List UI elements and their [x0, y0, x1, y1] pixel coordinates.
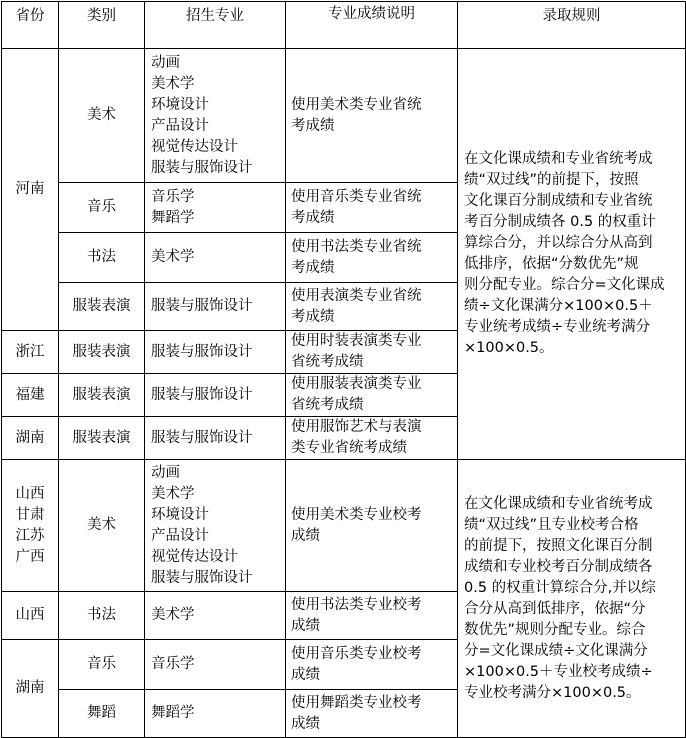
- desc-line: 使用美术类专业省统: [291, 96, 422, 113]
- desc-line: 成绩: [291, 617, 320, 634]
- rule-line: 算综合分，并以综合分从高到: [464, 235, 653, 251]
- category-cell: 服装表演: [59, 417, 145, 460]
- desc-line: 使用服装表演类专业: [291, 376, 422, 392]
- header-rule: 录取规则: [458, 2, 686, 49]
- major-item: 产品设计: [151, 527, 209, 544]
- province-line: 甘肃: [15, 506, 45, 523]
- major-item: 舞蹈学: [151, 209, 195, 226]
- rule-line: 专业统考成绩÷专业统考满分: [464, 319, 651, 335]
- rule-line: 绩“双过线”的前提下，按照: [464, 172, 639, 188]
- desc-line: 使用书法类专业省统: [291, 238, 422, 255]
- province-cell: 湖南: [2, 640, 59, 738]
- rule-line: 成绩和专业校考百分制成绩各: [464, 558, 653, 575]
- desc-line: 成绩: [291, 715, 320, 732]
- province-cell: [2, 460, 59, 592]
- score-desc-cell: [286, 460, 458, 592]
- major-item: 服装与服饰设计: [151, 343, 253, 360]
- category-cell: 音乐: [59, 640, 145, 690]
- major-item: 环境设计: [151, 506, 209, 523]
- desc-line: 使用时装表演类专业: [291, 333, 422, 349]
- major-cell: [145, 233, 286, 283]
- desc-line: 考成绩: [291, 308, 335, 325]
- rule-line: 文化课百分制成绩和专业省统: [464, 193, 653, 209]
- major-cell: [145, 690, 286, 738]
- desc-line: 使用服饰艺术与表演: [291, 419, 422, 435]
- major-item: 美术学: [151, 607, 195, 623]
- major-item: 服装与服饰设计: [151, 386, 253, 403]
- score-desc-cell: [286, 592, 458, 640]
- rule-line: 则分配专业。综合分=文化课成: [464, 277, 665, 293]
- rule-line: 分=文化课成绩÷文化课满分: [464, 642, 648, 659]
- category-cell: 书法: [59, 592, 145, 640]
- rule-line: 合分从高到低排序，依据“分: [464, 600, 646, 617]
- province-cell: 河南: [2, 49, 59, 331]
- category-cell: 服装表演: [59, 283, 145, 331]
- rule-line: ×100×0.5＋专业校考成绩÷: [464, 663, 653, 680]
- major-cell: [145, 417, 286, 460]
- desc-line: 成绩: [291, 527, 320, 544]
- major-cell: [145, 592, 286, 640]
- score-desc-cell: [286, 283, 458, 331]
- major-cell: [145, 183, 286, 233]
- major-cell: [145, 374, 286, 417]
- major-item: 音乐学: [151, 656, 195, 672]
- major-item: 服装与服饰设计: [151, 159, 253, 176]
- major-cell: [145, 283, 286, 331]
- desc-line: 使用美术类专业校考: [291, 506, 422, 523]
- desc-line: 类专业省统考成绩: [291, 440, 407, 456]
- major-item: 产品设计: [151, 117, 209, 134]
- major-item: 美术学: [151, 249, 195, 265]
- province-line: 广西: [15, 548, 45, 565]
- desc-line: 省统考成绩: [291, 397, 364, 413]
- desc-line: 使用书法类专业校考: [291, 596, 422, 613]
- rule-line: 在文化课成绩和专业省统考成: [464, 151, 653, 167]
- rule-cell-school: [458, 460, 686, 738]
- major-item: 音乐学: [151, 188, 195, 205]
- rule-cell-provincial: [458, 49, 686, 460]
- category-cell: 服装表演: [59, 331, 145, 374]
- category-cell: 书法: [59, 233, 145, 283]
- major-item: 服装与服饰设计: [151, 569, 253, 586]
- desc-line: 成绩: [291, 666, 320, 683]
- header-category: 类别: [59, 2, 145, 49]
- major-cell: [145, 331, 286, 374]
- province-cell: 湖南: [2, 417, 59, 460]
- desc-line: 省统考成绩: [291, 354, 364, 370]
- major-cell: [145, 460, 286, 592]
- province-cell: 山西: [2, 592, 59, 640]
- rule-line: 0.5 的权重计算综合分,并以综: [464, 579, 656, 596]
- major-item: 视觉传达设计: [151, 548, 238, 565]
- rule-line: 绩“双过线”且专业校考合格: [464, 516, 639, 533]
- major-cell: [145, 640, 286, 690]
- rule-line: 数优先”规则分配专业。综合: [464, 621, 646, 638]
- desc-line: 考成绩: [291, 209, 335, 226]
- rule-line: 在文化课成绩和专业省统考成: [464, 495, 653, 512]
- header-province: 省份: [2, 2, 59, 49]
- major-item: 动画: [151, 54, 180, 71]
- score-desc-cell: [286, 417, 458, 460]
- rule-line: 专业校考满分×100×0.5。: [464, 684, 641, 701]
- category-cell: 美术: [59, 460, 145, 592]
- desc-line: 考成绩: [291, 117, 335, 134]
- major-item: 动画: [151, 464, 180, 481]
- major-item: 视觉传达设计: [151, 138, 238, 155]
- rule-line: 的前提下，按照文化课百分制: [464, 537, 653, 554]
- header-row: [2, 2, 686, 49]
- score-desc-cell: [286, 49, 458, 183]
- score-desc-cell: [286, 640, 458, 690]
- rule-line: 考百分制成绩各 0.5 的权重计: [464, 214, 656, 230]
- score-desc-cell: [286, 331, 458, 374]
- desc-line: 考成绩: [291, 259, 335, 276]
- province-line: 山西: [15, 485, 45, 502]
- category-cell: 服装表演: [59, 374, 145, 417]
- rule-line: 绩÷文化课满分×100×0.5＋: [464, 298, 653, 314]
- major-item: 服装与服饰设计: [151, 298, 253, 314]
- desc-line: 使用舞蹈类专业校考: [291, 694, 422, 711]
- header-major: 招生专业: [145, 2, 286, 49]
- desc-line: 使用音乐类专业校考: [291, 645, 422, 662]
- score-desc-cell: [286, 690, 458, 738]
- major-item: 环境设计: [151, 96, 209, 113]
- major-cell: [145, 49, 286, 183]
- major-item: 服装与服饰设计: [151, 429, 253, 446]
- rule-line: 低排序，依据“分数优先”规: [464, 256, 639, 272]
- desc-line: 使用表演类专业省统: [291, 287, 422, 304]
- table-row: [2, 460, 686, 592]
- score-desc-cell: [286, 183, 458, 233]
- desc-line: 使用音乐类专业省统: [291, 188, 422, 205]
- major-item: 舞蹈学: [151, 705, 195, 721]
- major-item: 美术学: [151, 485, 195, 502]
- header-score-desc: 专业成绩说明: [286, 2, 458, 49]
- province-cell: 浙江: [2, 331, 59, 374]
- admission-rules-table: [1, 1, 686, 738]
- rule-line: ×100×0.5。: [464, 340, 554, 356]
- category-cell: 音乐: [59, 183, 145, 233]
- table-row: [2, 49, 686, 183]
- score-desc-cell: [286, 233, 458, 283]
- province-cell: 福建: [2, 374, 59, 417]
- score-desc-cell: [286, 374, 458, 417]
- major-item: 美术学: [151, 75, 195, 92]
- category-cell: 美术: [59, 49, 145, 183]
- category-cell: 舞蹈: [59, 690, 145, 738]
- province-line: 江苏: [15, 527, 45, 544]
